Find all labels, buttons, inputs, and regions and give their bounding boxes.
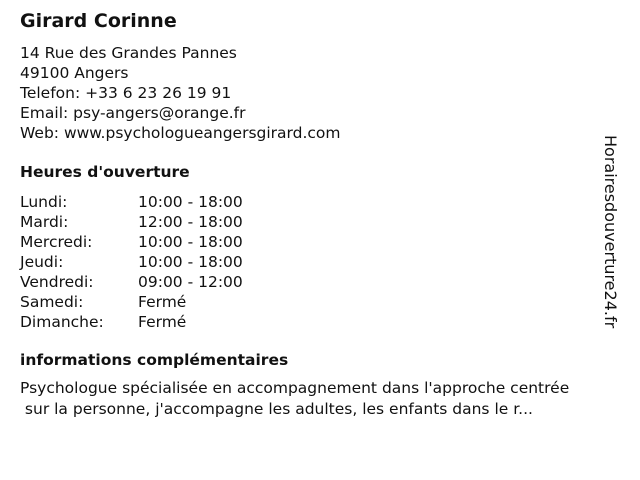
web-line: Web: www.psychologueangersgirard.com — [20, 124, 341, 142]
day-time: 12:00 - 18:00 — [138, 213, 243, 231]
contact-block — [20, 43, 620, 143]
description-line-1: Psychologue spécialisée en accompagnement dans l'approche centrée — [20, 379, 570, 397]
day-label: Jeudi: — [20, 253, 64, 271]
phone-line: Telefon: +33 6 23 26 19 91 — [20, 84, 232, 102]
hours-row-vendredi — [20, 272, 620, 292]
email-line: Email: psy-angers@orange.fr — [20, 104, 246, 122]
hours-row-dimanche — [20, 312, 620, 332]
site-watermark: Horairesdouverture24.fr — [601, 135, 620, 329]
hours-table — [20, 192, 620, 332]
day-label: Mardi: — [20, 213, 69, 231]
day-label: Dimanche: — [20, 313, 104, 331]
hours-row-mardi — [20, 212, 620, 232]
day-time: Fermé — [138, 293, 187, 311]
address-city: 49100 Angers — [20, 64, 129, 82]
day-label: Vendredi: — [20, 273, 94, 291]
hours-row-lundi — [20, 192, 620, 212]
day-time: 10:00 - 18:00 — [138, 193, 243, 211]
day-time: 09:00 - 12:00 — [138, 273, 243, 291]
day-label: Mercredi: — [20, 233, 93, 251]
day-label: Lundi: — [20, 193, 68, 211]
day-time: 10:00 - 18:00 — [138, 233, 243, 251]
info-title: informations complémentaires — [20, 351, 289, 369]
description-line-2: sur la personne, j'accompagne les adultes, les enfants dans le r... — [20, 400, 533, 418]
hours-row-samedi — [20, 292, 620, 312]
address-street: 14 Rue des Grandes Pannes — [20, 44, 237, 62]
business-name: Girard Corinne — [20, 10, 177, 32]
day-time: 10:00 - 18:00 — [138, 253, 243, 271]
business-listing — [20, 10, 620, 420]
day-label: Samedi: — [20, 293, 84, 311]
hours-title: Heures d'ouverture — [20, 163, 190, 181]
day-time: Fermé — [138, 313, 187, 331]
hours-row-mercredi — [20, 232, 620, 252]
hours-row-jeudi — [20, 252, 620, 272]
